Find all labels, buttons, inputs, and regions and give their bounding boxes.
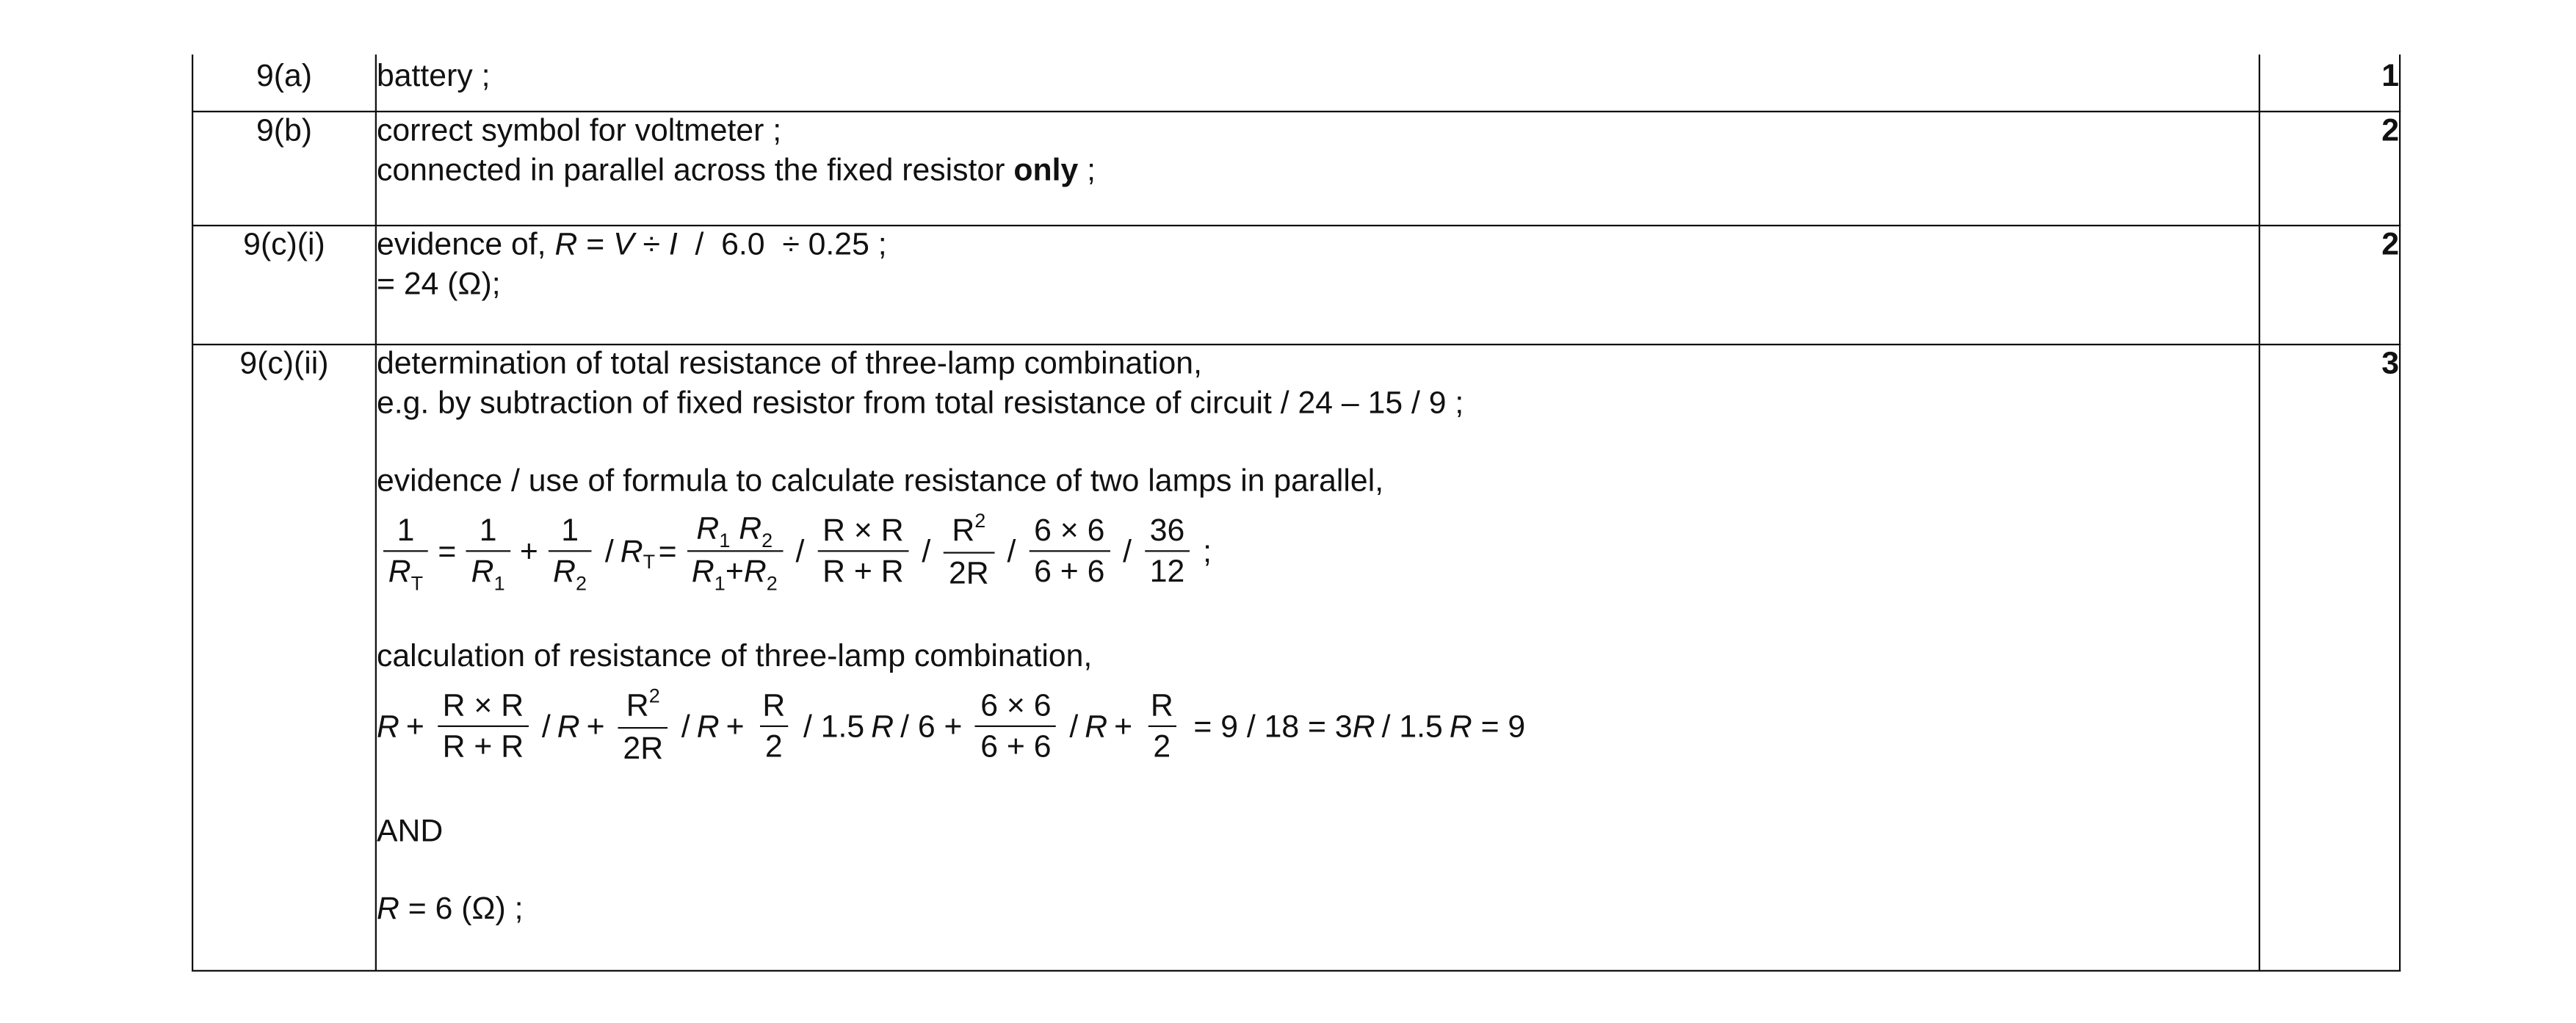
fraction: $R^2$ 2R	[944, 513, 994, 593]
fraction: $\frac{R_1 R_2}{R_1+R_2}$	[687, 513, 782, 593]
text: evidence of,	[377, 227, 555, 262]
text: ÷	[634, 227, 669, 262]
fraction: $\frac{R \times R}{R + R}$	[438, 689, 529, 767]
answer-line: evidence / use of formula to calculate resistance of two lamps in parallel,	[377, 463, 1384, 499]
fraction: $\frac{R}{2}$	[1146, 689, 1178, 767]
slash: /	[1123, 534, 1132, 570]
answer-line: calculation of resistance of three-lamp combination,	[377, 638, 1093, 673]
fraction: $\frac{R}{2}$	[758, 689, 790, 767]
fraction: $\frac{1}{R_T}$	[383, 513, 428, 593]
semicolon: ;	[1203, 534, 1212, 570]
fraction: R × R R + R	[817, 514, 908, 592]
answer-line: determination of total resistance of three-lamp combination,	[377, 346, 1202, 381]
slash: /	[1007, 534, 1016, 570]
plus: +	[519, 534, 538, 570]
table-row	[192, 344, 2400, 970]
text: connected in parallel across the fixed resistor	[377, 153, 1014, 188]
question-number: 9(b)	[192, 111, 376, 225]
text: ;	[1078, 153, 1096, 188]
text: / 6.0 ÷ 0.25 ;	[677, 227, 887, 262]
var-I: I	[668, 227, 678, 262]
answer-line	[377, 225, 2259, 265]
answer-line	[377, 151, 2259, 191]
var-V: V	[613, 227, 634, 262]
question-number: 9(c)(ii)	[192, 344, 376, 970]
question-number: 9(a)	[192, 54, 376, 111]
marks: 1	[2260, 54, 2400, 111]
question-number: 9(c)(i)	[192, 225, 376, 344]
emphasis-only: only	[1013, 153, 1079, 188]
slash: /	[604, 534, 614, 570]
marks: 2	[2260, 225, 2400, 344]
fraction: $\frac{1}{R_1}$	[466, 513, 510, 593]
slash: /	[795, 534, 805, 570]
var-R: R	[554, 227, 578, 262]
answer-line: AND	[377, 814, 444, 849]
fraction: $\frac{R^2}{2R}$	[618, 688, 668, 767]
answer-line: battery ;	[377, 59, 491, 95]
answer-line: e.g. by subtraction of fixed resistor from total resistance of circuit / 24 – 15 / 9 ;	[377, 386, 1464, 421]
answer-line: R = 6 (Ω) ;	[377, 891, 524, 927]
mark-scheme-table	[192, 54, 2400, 971]
fraction: 36 12	[1145, 514, 1190, 592]
marks: 3	[2260, 344, 2400, 970]
three-lamp-formula: R + $\frac{R \times R}{R + R}$ / R + $\frac{R^2}{2R}$ / R + $\frac{R}{2}$ / 1.5 R / 6 + $\frac{6 \times 6}{6 + 6}$ / R + $\frac{R}{2}$ = 9 / 18 = 3 R / 1.5 R = 9	[377, 676, 2259, 779]
equals: =	[658, 534, 677, 570]
answer-line: correct symbol for voltmeter ;	[377, 113, 782, 148]
answer-cell	[376, 111, 2260, 225]
answer-cell	[376, 344, 2260, 970]
marks: 2	[2260, 111, 2400, 225]
answer-cell	[376, 54, 2260, 111]
fraction: 6 × 6 6 + 6	[1029, 514, 1110, 592]
table-row	[192, 111, 2400, 225]
fraction: $\frac{6 \times 6}{6 + 6}$	[976, 689, 1057, 767]
table-row	[192, 54, 2400, 111]
answer-cell	[376, 225, 2260, 344]
fraction: $\frac{1}{R_2}$	[548, 513, 591, 593]
equals: =	[438, 534, 457, 570]
text: =	[577, 227, 614, 262]
answer-line: = 24 (Ω);	[377, 267, 501, 302]
table-row	[192, 225, 2400, 344]
slash: /	[922, 534, 931, 570]
parallel-resistance-formula: $\frac{1}{R_T}$ = $\frac{1}{R_1}$ + $\frac{1}{R_2}$ / R T = $\frac{R_1 R_2}{R_1+R_2}$ / R × R R + R / $R^2$ 2R / 6 × 6 6 + 6 / 36 12 ;	[377, 502, 2259, 604]
